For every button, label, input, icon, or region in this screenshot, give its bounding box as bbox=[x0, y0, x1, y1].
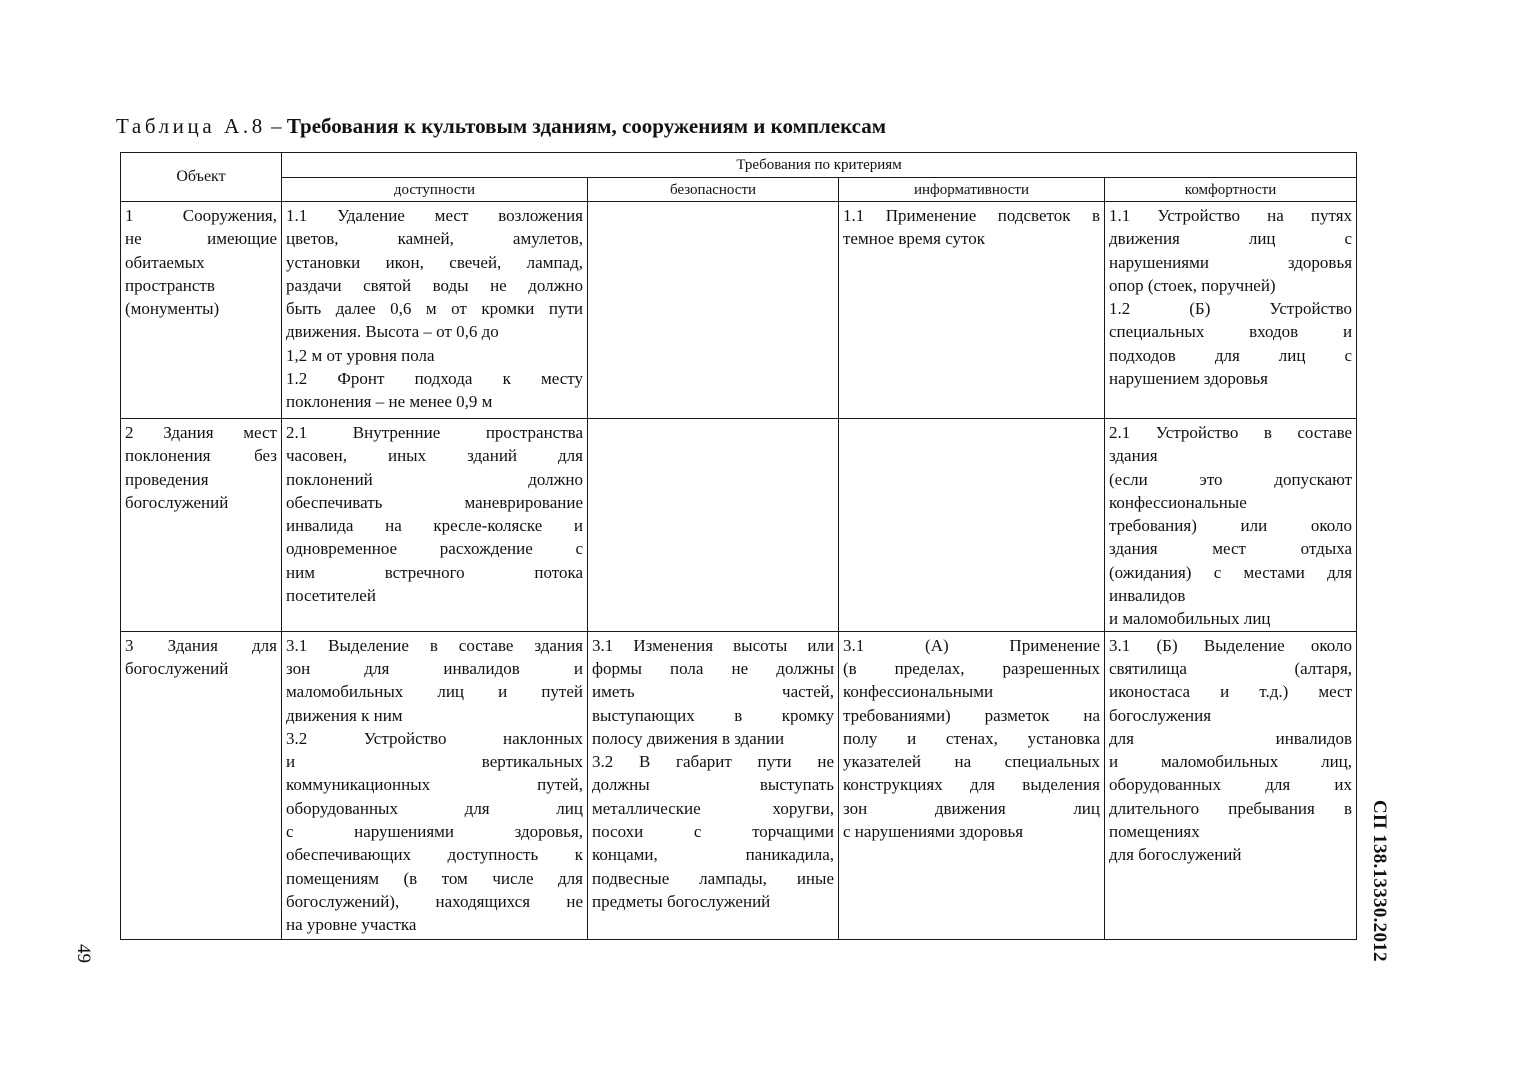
header-safety: безопасности bbox=[588, 178, 839, 202]
cell-line: поклонения без bbox=[125, 446, 277, 466]
cell-line: коммуникационных путей, bbox=[286, 775, 583, 795]
table-row bbox=[121, 419, 1357, 632]
cell-line: богослужений bbox=[125, 658, 229, 678]
cell-line: иметь частей, bbox=[592, 682, 834, 702]
cell-line: поклонений должно bbox=[286, 469, 583, 489]
cell-line: выступающих в кромку bbox=[592, 705, 834, 725]
cell-line: оборудованных для их bbox=[1109, 775, 1353, 795]
cell-line: одновременное расхождение с bbox=[286, 539, 583, 559]
cell-line: и маломобильных лиц bbox=[1109, 609, 1271, 629]
cell-line: проведения bbox=[125, 469, 209, 489]
cell-line: (в пределах, разрешенных bbox=[843, 658, 1100, 678]
page-number: 49 bbox=[73, 944, 94, 963]
table-row bbox=[121, 202, 1357, 419]
cell-line: должны выступать bbox=[592, 775, 834, 795]
cell-line: движения лиц с bbox=[1109, 229, 1353, 249]
cell-line: формы пола не должны bbox=[592, 658, 834, 678]
cell-line: помещениях bbox=[1109, 822, 1200, 842]
cell-line: требования) или около bbox=[1109, 516, 1353, 536]
cell-line: 3.1 Выделение в составе здания bbox=[286, 635, 583, 655]
cell-line: здания мест отдыха bbox=[1109, 539, 1353, 559]
cell-line: движения. Высота – от 0,6 до bbox=[286, 322, 499, 342]
cell-object bbox=[121, 631, 282, 939]
cell-line: специальных входов и bbox=[1109, 322, 1353, 342]
cell-line: 1.1 Применение подсветок в bbox=[843, 206, 1100, 225]
cell-line: на уровне участка bbox=[286, 915, 417, 935]
cell-line: цветов, камней, амулетов, bbox=[286, 229, 583, 249]
cell-line: конфессиональными bbox=[843, 682, 994, 702]
cell-informativeness bbox=[839, 631, 1105, 939]
cell-line: помещениям (в том числе для bbox=[286, 868, 583, 888]
cell-line: темное время суток bbox=[843, 229, 986, 249]
cell-safety bbox=[588, 419, 839, 632]
cell-line: обеспечивающих доступность к bbox=[286, 845, 583, 865]
cell-line: (ожидания) с местами для bbox=[1109, 562, 1353, 582]
cell-line: полосу движения в здании bbox=[592, 728, 785, 748]
cell-comfort bbox=[1105, 419, 1357, 632]
cell-line: для богослужений bbox=[1109, 845, 1242, 865]
cell-line: святилища (алтаря, bbox=[1109, 658, 1353, 678]
cell-line: инвалидов bbox=[1109, 586, 1186, 606]
cell-line: оборудованных для лиц bbox=[286, 798, 583, 818]
header-criteria-group: Требования по критериям bbox=[282, 153, 1357, 178]
cell-accessibility bbox=[282, 202, 588, 419]
cell-line: нарушениями здоровья bbox=[1109, 252, 1353, 272]
cell-line: иконостаса и т.д.) мест bbox=[1109, 682, 1353, 702]
cell-safety bbox=[588, 202, 839, 419]
cell-line: с нарушениями здоровья, bbox=[286, 822, 583, 842]
cell-line: предметы богослужений bbox=[592, 891, 771, 911]
cell-safety bbox=[588, 631, 839, 939]
header-comfort: комфортности bbox=[1105, 178, 1357, 202]
cell-line: 1.2 Фронт подхода к месту bbox=[286, 369, 583, 389]
cell-line: (если это допускают bbox=[1109, 469, 1353, 489]
cell-line: подходов для лиц с bbox=[1109, 345, 1353, 365]
cell-line: нарушением здоровья bbox=[1109, 369, 1268, 389]
cell-line: 3.1 (Б) Выделение около bbox=[1109, 635, 1353, 655]
cell-line: концами, паникадила, bbox=[592, 845, 834, 865]
cell-line: 3.1 Изменения высоты или bbox=[592, 635, 834, 655]
header-informativeness: информативности bbox=[839, 178, 1105, 202]
cell-line: 3 Здания для bbox=[125, 635, 277, 655]
cell-line: 1.1 Удаление мест возложения bbox=[286, 206, 583, 225]
cell-line: 2 Здания мест bbox=[125, 423, 277, 442]
cell-line: 1 Сооружения, bbox=[125, 206, 277, 225]
cell-accessibility bbox=[282, 419, 588, 632]
cell-line: металлические хоругви, bbox=[592, 798, 834, 818]
cell-object bbox=[121, 419, 282, 632]
cell-line: раздачи святой воды не должно bbox=[286, 275, 583, 295]
cell-line: 3.2 В габарит пути не bbox=[592, 752, 834, 772]
cell-informativeness bbox=[839, 419, 1105, 632]
cell-line: 3.1 (А) Применение bbox=[843, 635, 1100, 655]
header-row bbox=[121, 153, 1357, 178]
table-title-text: Требования к культовым зданиям, сооружениям и комплексам bbox=[286, 114, 887, 138]
cell-line: установки икон, свечей, лампад, bbox=[286, 252, 583, 272]
cell-line: для инвалидов bbox=[1109, 728, 1353, 748]
table-label: Таблица А.8 bbox=[116, 114, 266, 138]
cell-line: конструкциях для выделения bbox=[843, 775, 1100, 795]
cell-line: 1.2 (Б) Устройство bbox=[1109, 299, 1353, 319]
cell-line: (монументы) bbox=[125, 299, 220, 319]
cell-accessibility bbox=[282, 631, 588, 939]
cell-line: длительного пребывания в bbox=[1109, 798, 1353, 818]
cell-comfort bbox=[1105, 631, 1357, 939]
cell-line: не имеющие bbox=[125, 229, 277, 249]
cell-line: богослужений), находящихся не bbox=[286, 891, 583, 911]
cell-line: полу и стенах, установка bbox=[843, 728, 1100, 748]
cell-line: быть далее 0,6 м от кромки пути bbox=[286, 299, 583, 319]
cell-informativeness bbox=[839, 202, 1105, 419]
cell-line: здания bbox=[1109, 446, 1158, 466]
cell-line: посохи с торчащими bbox=[592, 822, 834, 842]
cell-line: конфессиональные bbox=[1109, 492, 1247, 512]
header-object: Объект bbox=[121, 153, 282, 202]
document-code: СП 138.13330.2012 bbox=[1369, 800, 1390, 962]
cell-line: поклонения – не менее 0,9 м bbox=[286, 392, 493, 412]
cell-line: 3.2 Устройство наклонных bbox=[286, 728, 583, 748]
cell-line: посетителей bbox=[286, 586, 376, 606]
cell-line: 1.1 Устройство на путях bbox=[1109, 206, 1353, 225]
requirements-table bbox=[120, 152, 1357, 940]
cell-line: зон движения лиц bbox=[843, 798, 1100, 818]
cell-line: пространств bbox=[125, 275, 215, 295]
cell-line: инвалида на кресле-коляске и bbox=[286, 516, 583, 536]
cell-line: 1,2 м от уровня пола bbox=[286, 345, 435, 365]
cell-line: с нарушениями здоровья bbox=[843, 822, 1024, 842]
cell-comfort bbox=[1105, 202, 1357, 419]
table-row bbox=[121, 631, 1357, 939]
cell-line: богослужения bbox=[1109, 705, 1212, 725]
cell-line: опор (стоек, поручней) bbox=[1109, 275, 1276, 295]
cell-line: указателей на специальных bbox=[843, 752, 1100, 772]
title-dash: – bbox=[265, 114, 287, 138]
cell-line: обитаемых bbox=[125, 252, 205, 272]
cell-line: и маломобильных лиц, bbox=[1109, 752, 1353, 772]
cell-line: ним встречного потока bbox=[286, 562, 583, 582]
cell-line: богослужений bbox=[125, 492, 229, 512]
cell-line: зон для инвалидов и bbox=[286, 658, 583, 678]
cell-line: подвесные лампады, иные bbox=[592, 868, 834, 888]
cell-line: обеспечивать маневрирование bbox=[286, 492, 583, 512]
cell-line: часовен, иных зданий для bbox=[286, 446, 583, 466]
cell-line: 2.1 Внутренние пространства bbox=[286, 423, 583, 442]
cell-line: 2.1 Устройство в составе bbox=[1109, 423, 1353, 442]
table-title bbox=[116, 114, 886, 139]
cell-line: маломобильных лиц и путей bbox=[286, 682, 583, 702]
header-accessibility: доступности bbox=[282, 178, 588, 202]
cell-line: требованиями) разметок на bbox=[843, 705, 1100, 725]
subheader-row bbox=[121, 178, 1357, 202]
cell-line: и вертикальных bbox=[286, 752, 583, 772]
cell-object bbox=[121, 202, 282, 419]
cell-line: движения к ним bbox=[286, 705, 403, 725]
